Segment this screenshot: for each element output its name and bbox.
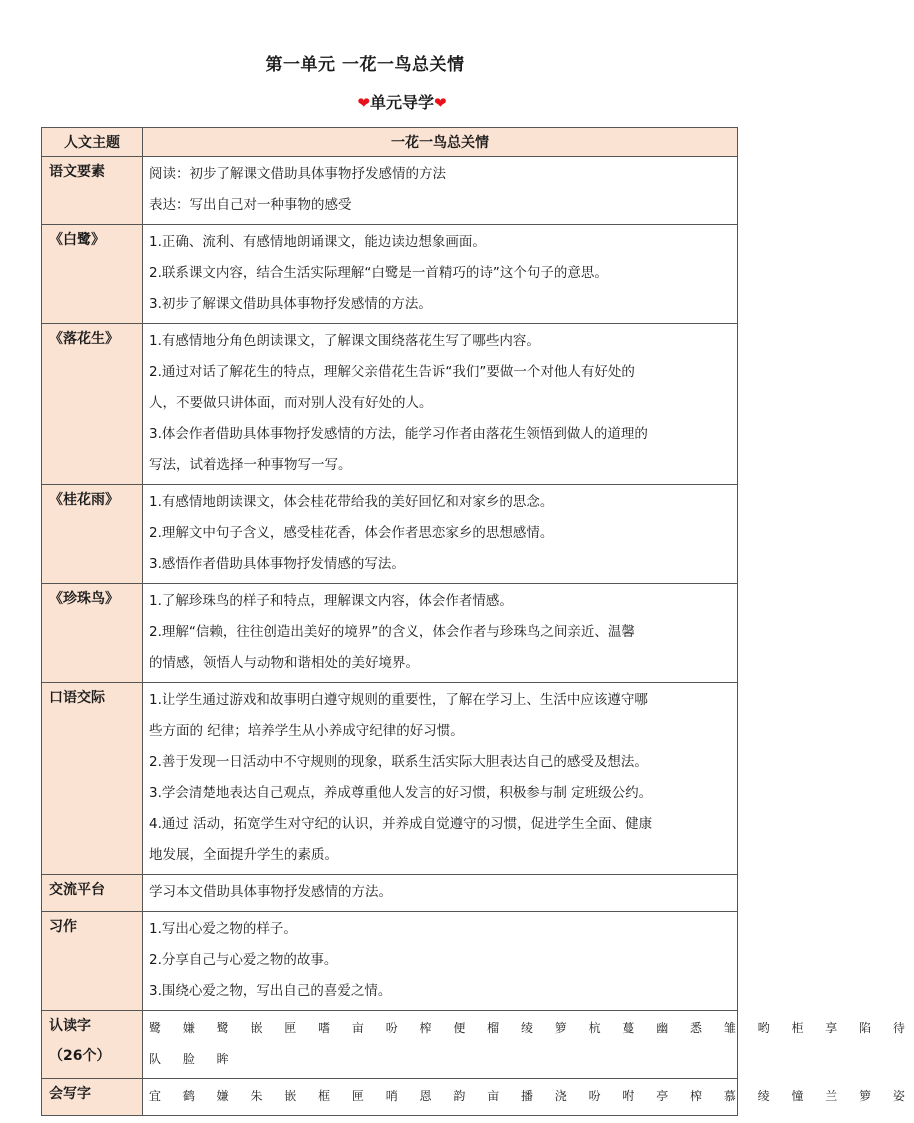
table-header-row [42, 128, 738, 157]
page-subtitle [0, 90, 804, 113]
table-row [42, 485, 738, 584]
row-content [143, 1079, 914, 1116]
row-heading-text: 语文要素 [49, 164, 105, 180]
row-heading [42, 875, 143, 912]
heart-icon: ❤ [357, 94, 370, 112]
row-content [143, 1011, 914, 1079]
heart-icon: ❤ [434, 94, 447, 112]
row-heading-text: 会写字 [49, 1086, 91, 1102]
row-heading [42, 584, 143, 683]
content-line: 阅读：初步了解课文借助具体事物抒发感情的方法 [149, 166, 446, 182]
header-topic-label: 人文主题 [42, 128, 143, 157]
character-list-line: 宜 鹤 嫌 朱 嵌 框 匣 哨 恩 韵 亩 播 浇 吩 咐 亭 榨 慕 绫 憧 兰 箩 姿 [149, 1089, 914, 1103]
content-line: 1.有感情地朗读课文，体会桂花带给我的美好回忆和对家乡的思念。 [149, 494, 554, 510]
unit-guide-table [41, 127, 914, 1116]
content-line: 3.围绕心爱之物，写出自己的喜爱之情。 [149, 983, 392, 999]
row-content [143, 225, 738, 324]
row-content [143, 912, 738, 1011]
table-row [42, 912, 738, 1011]
character-list-line: 队 脸 眸 [149, 1052, 238, 1066]
row-heading [42, 225, 143, 324]
table-row [42, 1011, 738, 1079]
row-heading [42, 912, 143, 1011]
content-line: 3.学会清楚地表达自己观点，养成尊重他人发言的好习惯，积极参与制 定班级公约。 [149, 785, 653, 801]
table-row [42, 225, 738, 324]
table-row [42, 1079, 738, 1116]
content-line: 3.体会作者借助具体事物抒发感情的方法，能学习作者由落花生领悟到做人的道理的 [149, 426, 648, 442]
content-line: 写法，试着选择一种事物写一写。 [149, 457, 352, 473]
subtitle-text: 单元导学 [369, 93, 434, 112]
content-line: 1.写出心爱之物的样子。 [149, 921, 297, 937]
content-line: 3.感悟作者借助具体事物抒发情感的写法。 [149, 556, 405, 572]
content-line: 学习本文借助具体事物抒发感情的方法。 [149, 884, 392, 900]
row-content [143, 875, 738, 912]
row-heading [42, 1011, 143, 1079]
row-heading-text: 口语交际 [49, 690, 105, 706]
row-heading-text: （26个） [49, 1048, 111, 1064]
row-content [143, 683, 738, 875]
row-heading-text: 交流平台 [49, 882, 105, 898]
table-row [42, 584, 738, 683]
row-heading-text: 《珍珠鸟》 [49, 591, 119, 607]
row-heading [42, 324, 143, 485]
content-line: 2.理解文中句子含义，感受桂花香，体会作者思恋家乡的思想感情。 [149, 525, 554, 541]
table-row [42, 875, 738, 912]
content-line: 2.联系课文内容，结合生活实际理解“白鹭是一首精巧的诗”这个句子的意思。 [149, 265, 608, 281]
content-line: 表达：写出自己对一种事物的感受 [149, 197, 352, 213]
row-heading [42, 683, 143, 875]
content-line: 2.善于发现一日活动中不守规则的现象，联系生活实际大胆表达自己的感受及想法。 [149, 754, 648, 770]
content-line: 1.了解珍珠鸟的样子和特点，理解课文内容，体会作者情感。 [149, 593, 513, 609]
row-content [143, 485, 738, 584]
table-row [42, 157, 738, 225]
content-line: 1.有感情地分角色朗读课文，了解课文围绕落花生写了哪些内容。 [149, 333, 540, 349]
content-line: 1.让学生通过游戏和故事明白遵守规则的重要性，了解在学习上、生活中应该遵守哪 [149, 692, 648, 708]
row-heading-text: 认读字 [49, 1018, 91, 1034]
content-line: 2.理解“信赖，往往创造出美好的境界”的含义，体会作者与珍珠鸟之间亲近、温馨 [149, 624, 635, 640]
row-content [143, 157, 738, 225]
row-heading [42, 485, 143, 584]
content-line: 3.初步了解课文借助具体事物抒发感情的方法。 [149, 296, 432, 312]
row-content [143, 324, 738, 485]
content-line: 地发展，全面提升学生的素质。 [149, 847, 338, 863]
row-heading-text: 《落花生》 [49, 331, 119, 347]
page-title: 第一单元 一花一鸟总关情 [265, 55, 465, 75]
character-list-line: 鹭 嫌 鹭 嵌 匣 嗜 亩 吩 榨 便 榴 绫 箩 杭 蔓 幽 悉 雏 哟 柜 享 陷 待 [149, 1021, 914, 1035]
row-heading-text: 《白鹭》 [49, 232, 105, 248]
row-heading [42, 1079, 143, 1116]
table-row [42, 324, 738, 485]
content-line: 的情感，领悟人与动物和谐相处的美好境界。 [149, 655, 419, 671]
content-line: 些方面的 纪律；培养学生从小养成守纪律的好习惯。 [149, 723, 464, 739]
content-line: 1.正确、流利、有感情地朗诵课文，能边读边想象画面。 [149, 234, 486, 250]
header-topic-value: 一花一鸟总关情 [143, 128, 738, 157]
content-line: 2.通过对话了解花生的特点，理解父亲借花生告诉“我们”要做一个对他人有好处的 [149, 364, 635, 380]
row-content [143, 584, 738, 683]
content-line: 2.分享自己与心爱之物的故事。 [149, 952, 338, 968]
table-row [42, 683, 738, 875]
row-heading-text: 《桂花雨》 [49, 492, 119, 508]
content-line: 人，不要做只讲体面，而对别人没有好处的人。 [149, 395, 433, 411]
content-line: 4.通过 活动，拓宽学生对守纪的认识，并养成自觉遵守的习惯，促进学生全面、健康 [149, 816, 653, 832]
row-heading [42, 157, 143, 225]
row-heading-text: 习作 [49, 919, 77, 935]
